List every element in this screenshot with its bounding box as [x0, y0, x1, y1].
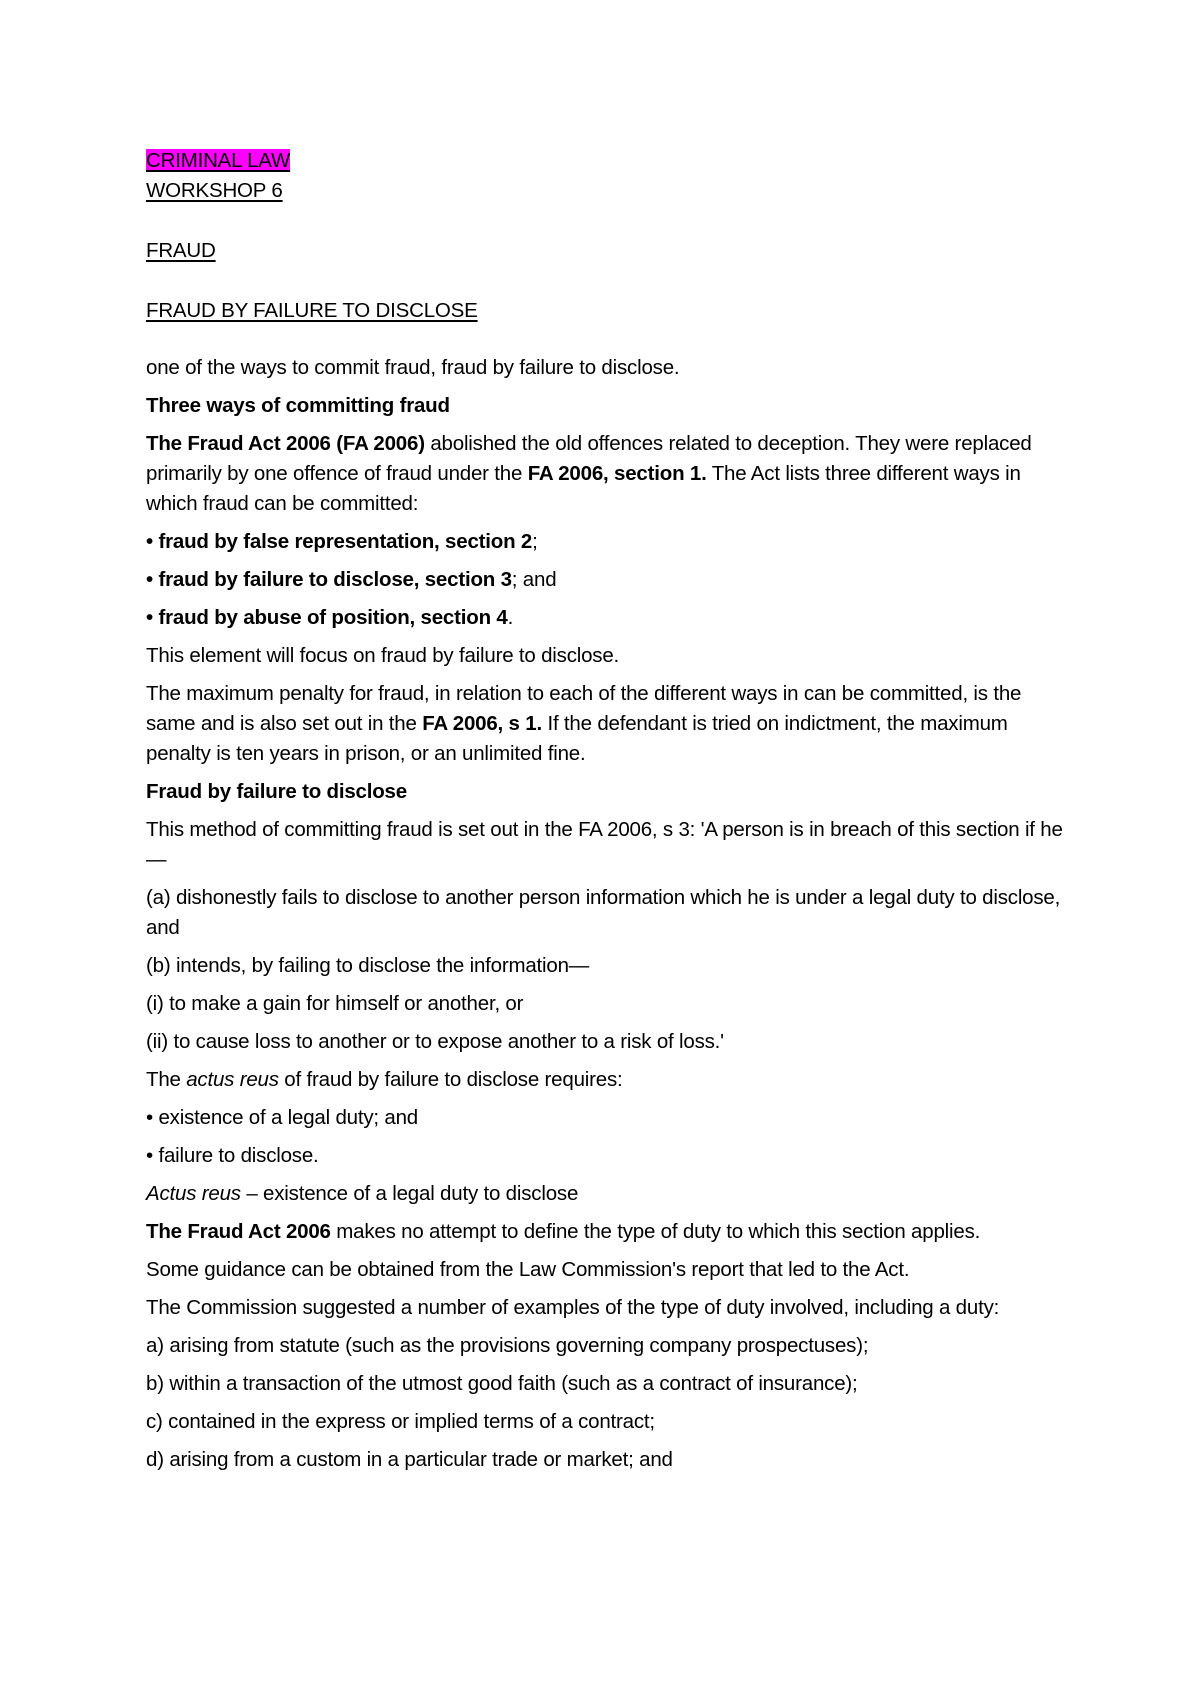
failure-heading: Fraud by failure to disclose	[146, 780, 407, 803]
clause-ii: (ii) to cause loss to another or to expose another to a risk of loss.'	[146, 1030, 724, 1053]
duty-item-b: b) within a transaction of the utmost good faith (such as a contract of insurance);	[146, 1372, 858, 1395]
focus-paragraph: This element will focus on fraud by failure to disclose.	[146, 644, 620, 667]
duty-item-d: d) arising from a custom in a particular trade or market; and	[146, 1448, 673, 1471]
guidance-paragraph: Some guidance can be obtained from the Law Commission's report that led to the Act.	[146, 1258, 910, 1281]
topic-heading: FRAUD	[146, 239, 216, 262]
duty-paragraph: The Fraud Act 2006 makes no attempt to define the type of duty to which this section applies.	[146, 1220, 981, 1243]
list-item: • fraud by false representation, section 2;	[146, 530, 538, 553]
actus-reus-subheading: Actus reus – existence of a legal duty to disclose	[146, 1182, 579, 1205]
course-title-text: CRIMINAL LAW	[146, 149, 291, 172]
list-item: • fraud by failure to disclose, section 3; and	[146, 568, 557, 591]
clause-i: (i) to make a gain for himself or another, or	[146, 992, 524, 1015]
list-item: • failure to disclose.	[146, 1144, 319, 1167]
section-3-paragraph: This method of committing fraud is set out in the FA 2006, s 3: 'A person is in breach of this section if he—	[146, 818, 1063, 871]
list-item: • existence of a legal duty; and	[146, 1106, 419, 1129]
clause-a: (a) dishonestly fails to disclose to another person information which he is under a legal duty to disclose, and	[146, 886, 1061, 939]
intro-paragraph: one of the ways to commit fraud, fraud by failure to disclose.	[146, 356, 680, 379]
workshop-title: WORKSHOP 6	[146, 179, 283, 202]
commission-paragraph: The Commission suggested a number of examples of the type of duty involved, including a duty:	[146, 1296, 1000, 1319]
fraud-act-paragraph: The Fraud Act 2006 (FA 2006) abolished the old offences related to deception. They were replaced primarily by one offence of fraud under the FA 2006, section 1. The Act lists three different ways in which fraud can be committed:	[146, 432, 1032, 515]
three-ways-heading: Three ways of committing fraud	[146, 394, 450, 417]
subtopic-heading: FRAUD BY FAILURE TO DISCLOSE	[146, 299, 478, 322]
clause-b: (b) intends, by failing to disclose the information—	[146, 954, 590, 977]
course-title	[146, 146, 1066, 176]
duty-item-a: a) arising from statute (such as the provisions governing company prospectuses);	[146, 1334, 869, 1357]
duty-item-c: c) contained in the express or implied terms of a contract;	[146, 1410, 655, 1433]
actus-reus-paragraph: The actus reus of fraud by failure to disclose requires:	[146, 1068, 623, 1091]
list-item: • fraud by abuse of position, section 4.	[146, 606, 514, 629]
penalty-paragraph: The maximum penalty for fraud, in relation to each of the different ways in can be committed, is the same and is also set out in the FA 2006, s 1. If the defendant is tried on indictment, the maximum penalty is ten years in prison, or an unlimited fine.	[146, 682, 1022, 765]
document-body	[146, 146, 1066, 1483]
